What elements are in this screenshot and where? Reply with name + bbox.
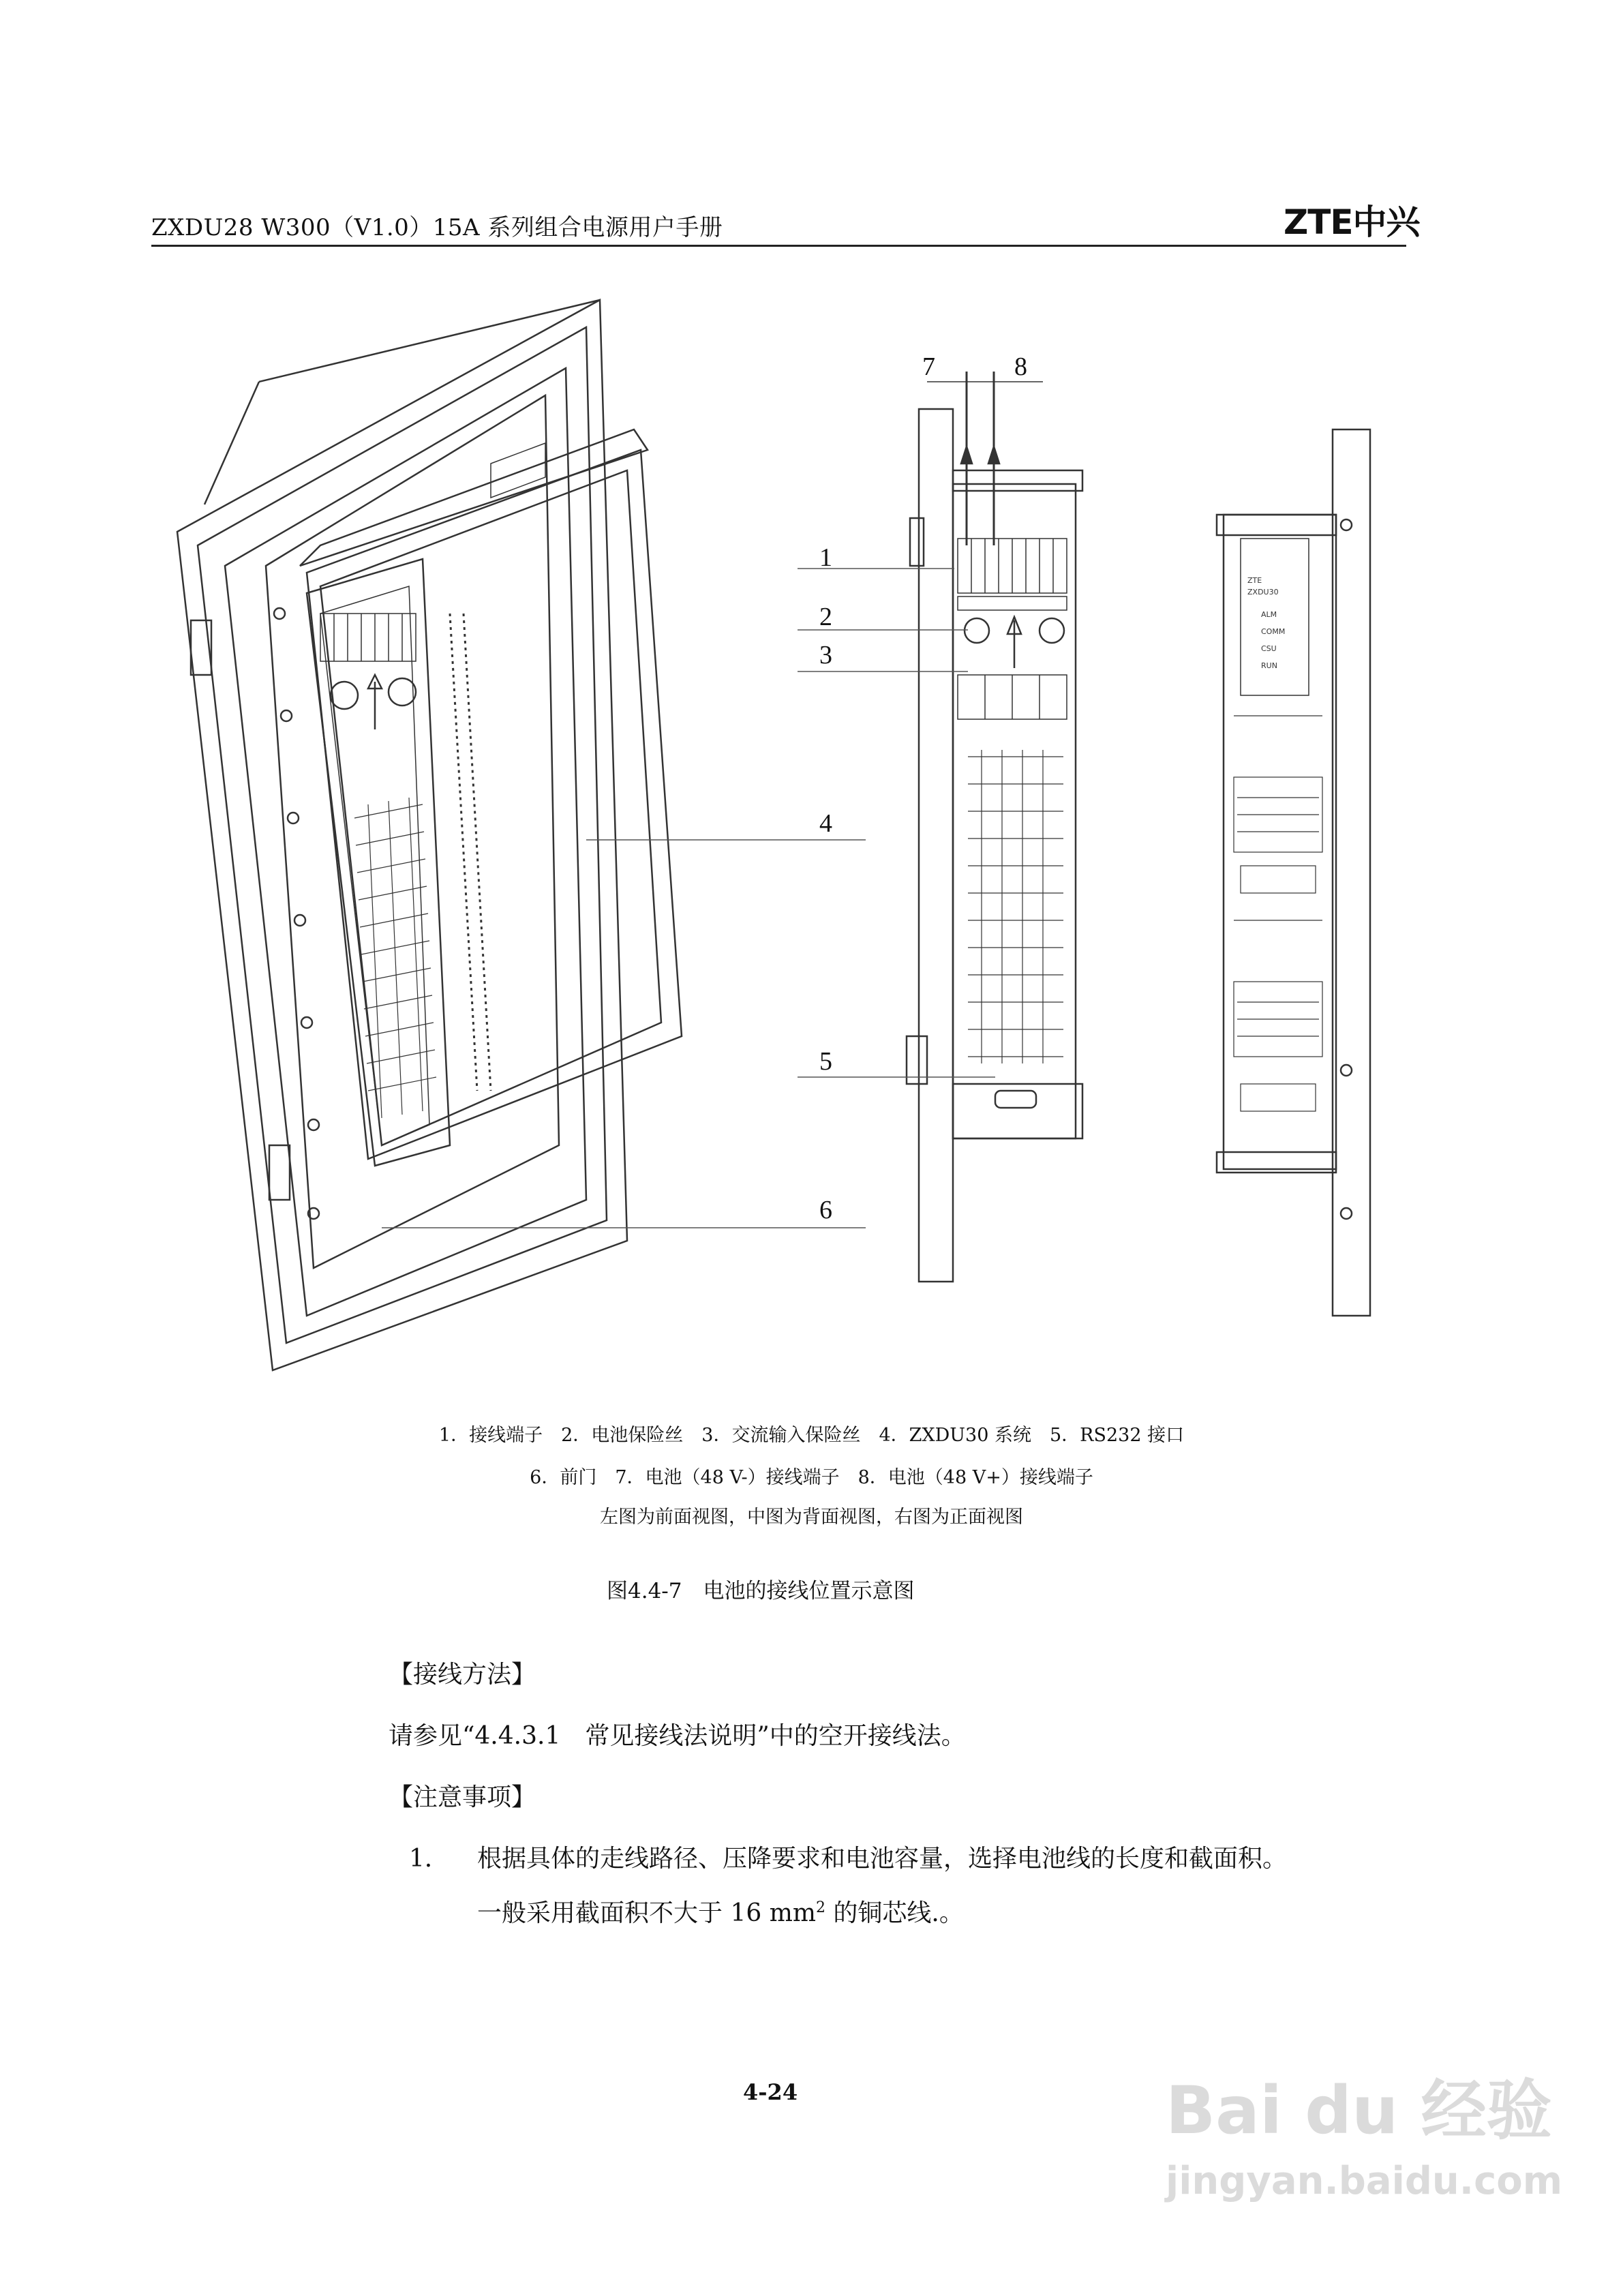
baidu-watermark [1166,2059,1562,2203]
callout-2: 2 [819,603,832,631]
callout-3: 3 [819,641,832,669]
notes-heading: 【注意事项】 [389,1783,536,1811]
callout-6: 6 [819,1196,832,1224]
method-heading: 【接线方法】 [389,1661,536,1689]
note-1-number: 1． [409,1845,449,1873]
panel-label-comm: COMM [1261,627,1286,636]
figure-title: 图4.4-7 电池的接线位置示意图 [607,1579,915,1603]
front-panel-drawing [1217,429,1370,1316]
panel-label-model: ZXDU30 [1247,588,1279,596]
header-title: ZXDU28 W300（V1.0）15A 系列组合电源用户手册 [151,214,723,241]
method-text: 请参见“4.4.3.1 常见接线法说明”中的空开接线法。 [389,1722,966,1750]
panel-label-run: RUN [1261,661,1277,670]
rear-view-drawing [907,372,1082,1282]
caption-line-3: 左图为前面视图，中图为背面视图，右图为正面视图 [600,1507,1023,1528]
callout-7: 7 [922,352,935,381]
callout-8: 8 [1014,352,1027,381]
callout-5: 5 [819,1047,832,1076]
panel-label-csu: CSU [1261,644,1277,653]
callout-4: 4 [819,809,832,838]
note-1-line-2: 一般采用截面积不大于 16 $mm^2$ 的铜芯线.。 [477,1899,964,1927]
caption-line-1: 1．接线端子 2．电池保险丝 3．交流输入保险丝 4．ZXDU30 系统 5．RS232 接口 [438,1425,1185,1446]
watermark-brand: Bai du 经验 [1166,2072,1552,2149]
front-view-drawing [177,300,682,1370]
page-number: 4-24 [743,2079,798,2105]
zte-logo: ZTE中兴 [1284,202,1420,242]
panel-label-zte: ZTE [1247,576,1262,585]
callout-1: 1 [819,543,832,572]
watermark-url: jingyan.baidu.com [1166,2159,1563,2203]
caption-line-2: 6．前门 7．电池（48 V-）接线端子 8．电池（48 V+）接线端子 [530,1467,1093,1488]
note-1-line-1: 根据具体的走线路径、压降要求和电池容量，选择电池线的长度和截面积。 [477,1845,1288,1873]
panel-label-alm: ALM [1261,610,1277,619]
